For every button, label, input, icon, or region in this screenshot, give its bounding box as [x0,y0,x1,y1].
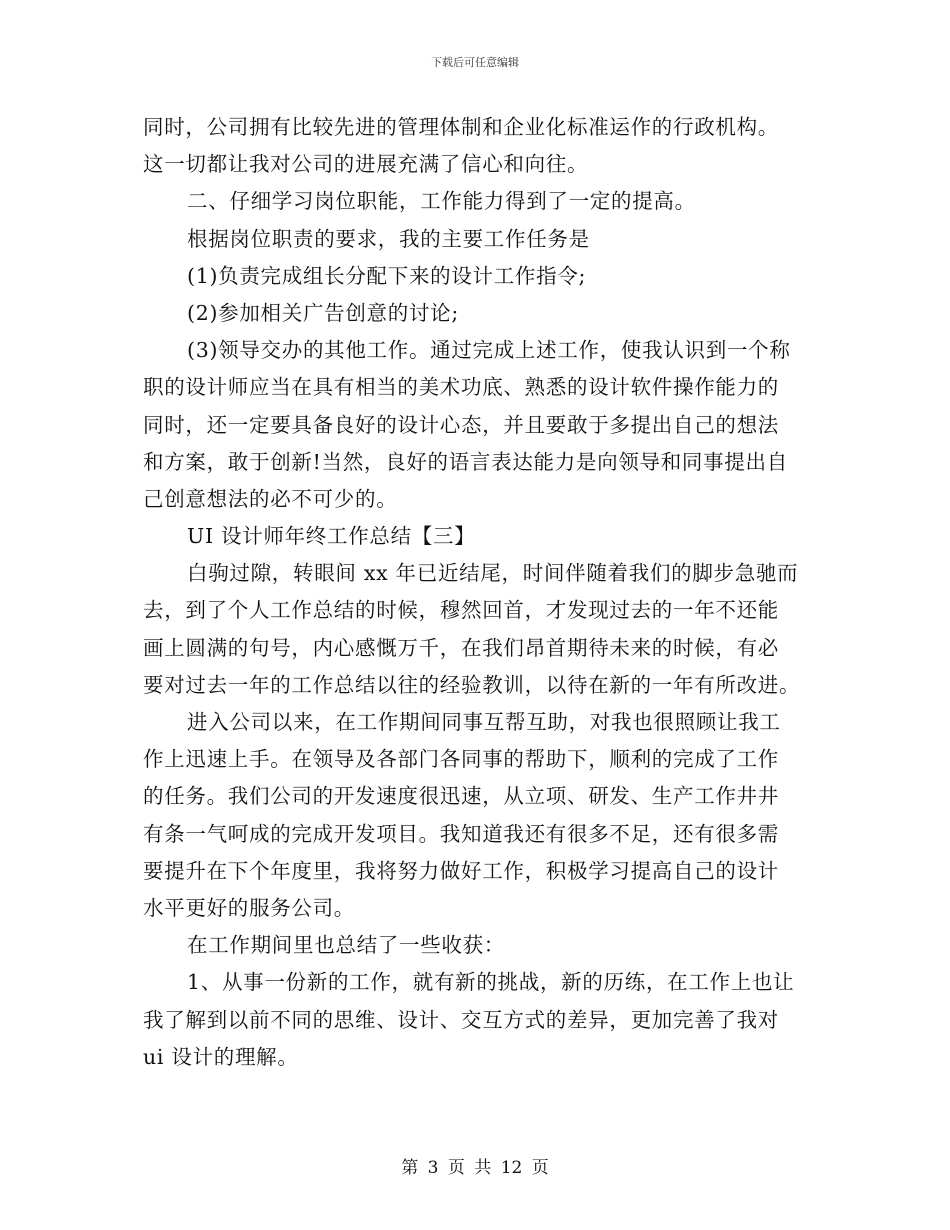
body-line: 职的设计师应当在具有相当的美术功底、熟悉的设计软件操作能力的 [143,375,779,400]
body-line: 这一切都让我对公司的进展充满了信心和向往。 [143,152,589,177]
body-line: 根据岗位职责的要求，我的主要工作任务是 [187,226,590,251]
body-line: 的任务。我们公司的开发速度很迅速，从立项、研发、生产工作井井 [143,784,779,809]
body-line: 水平更好的服务公司。 [143,895,355,920]
body-line: ui 设计的理解。 [143,1044,299,1069]
body-line: 己创意想法的必不可少的。 [143,486,398,511]
body-line: 和方案，敢于创新!当然，良好的语言表达能力是向领导和同事提出自 [143,449,788,474]
body-line: 去，到了个人工作总结的时候，穆然回首，才发现过去的一年不还能 [143,598,779,623]
body-line: (2)参加相关广告创意的讨论; [187,300,459,325]
body-line: 我了解到以前不同的思维、设计、交互方式的差异，更加完善了我对 [143,1007,779,1032]
body-line: 同时，公司拥有比较先进的管理体制和企业化标准运作的行政机构。 [143,115,779,139]
body-line: (1)负责完成组长分配下来的设计工作指令; [187,263,587,288]
body-line: 1、从事一份新的工作，就有新的挑战，新的历练，在工作上也让 [187,970,795,995]
body-line: 白驹过隙，转眼间 xx 年已近结尾，时间伴随着我们的脚步急驰而 [187,561,799,586]
body-line: 作上迅速上手。在领导及各部门各同事的帮助下，顺利的完成了工作 [143,747,779,772]
body-line: (3)领导交办的其他工作。通过完成上述工作，使我认识到一个称 [187,338,791,363]
body-line: 要提升在下个年度里，我将努力做好工作，积极学习提高自己的设计 [143,858,779,883]
document-body [143,109,811,1076]
body-line: 二、仔细学习岗位职能，工作能力得到了一定的提高。 [187,189,696,214]
page-header: 下载后可任意编辑 [431,56,519,69]
body-line: 在工作期间里也总结了一些收获： [187,933,505,958]
page-footer: 第 3 页 共 12 页 [401,1158,549,1178]
body-line: 同时，还一定要具备良好的设计心态，并且要敢于多提出自己的想法 [143,412,779,437]
body-line: 进入公司以来，在工作期间同事互帮互助，对我也很照顾让我工 [187,710,781,734]
body-line: UI 设计师年终工作总结【三】 [187,524,476,549]
body-line: 有条一气呵成的完成开发项目。我知道我还有很多不足，还有很多需 [143,821,779,846]
body-line: 要对过去一年的工作总结以往的经验教训，以待在新的一年有所改进。 [143,672,801,697]
body-line: 画上圆满的句号，内心感慨万千，在我们昂首期待未来的时候，有必 [143,635,779,660]
